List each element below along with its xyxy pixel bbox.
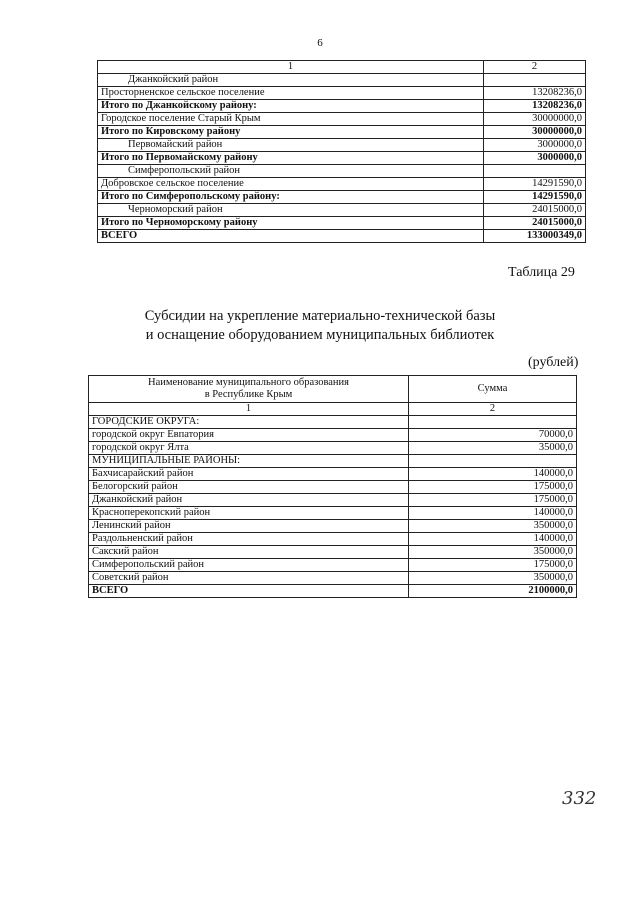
row-value: 13208236,0 [484,87,586,100]
row-value [484,74,586,87]
row-value: 30000000,0 [484,126,586,139]
table-row [89,572,577,585]
main-table-header-col2: Сумма [409,376,577,403]
row-name: Бахчисарайский район [89,468,409,481]
table-row [89,416,577,429]
main-table-header-row [89,376,577,403]
table-row [89,533,577,546]
row-value: 175000,0 [409,494,577,507]
table-row [89,520,577,533]
header-col1-line2: в Республике Крым [204,389,293,400]
row-value: 133000349,0 [484,230,586,243]
handwritten-page-mark: 332 [562,788,597,809]
table-row [98,178,586,191]
table-row [98,152,586,165]
row-value: 140000,0 [409,507,577,520]
table-row [98,139,586,152]
row-name: Итого по Черноморскому району [98,217,484,230]
table-row [89,585,577,598]
table-row [89,468,577,481]
main-table [88,375,577,598]
table-row [98,217,586,230]
top-table [97,60,586,243]
row-name: Красноперекопский район [89,507,409,520]
row-value: 350000,0 [409,546,577,559]
table-row [98,165,586,178]
row-name: Городское поселение Старый Крым [98,113,484,126]
table-row [98,204,586,217]
row-name: Симферопольский район [89,559,409,572]
row-value [409,416,577,429]
table-label: Таблица 29 [508,265,575,280]
row-value: 30000000,0 [484,113,586,126]
row-value: 24015000,0 [484,204,586,217]
row-value: 14291590,0 [484,191,586,204]
row-name: ГОРОДСКИЕ ОКРУГА: [89,416,409,429]
title-line-2: и оснащение оборудованием муниципальных библиотек [145,327,495,343]
row-value: 13208236,0 [484,100,586,113]
main-table-body [89,416,577,598]
row-value: 3000000,0 [484,152,586,165]
table-row [89,455,577,468]
table-row [98,126,586,139]
units-label: (рублей) [528,355,579,370]
row-name: городской округ Ялта [89,442,409,455]
table-row [98,74,586,87]
row-name: ВСЕГО [89,585,409,598]
row-name: МУНИЦИПАЛЬНЫЕ РАЙОНЫ: [89,455,409,468]
row-name: Сакский район [89,546,409,559]
table-row [98,100,586,113]
page-number: 6 [317,37,323,49]
row-value: 35000,0 [409,442,577,455]
row-value: 140000,0 [409,468,577,481]
top-table-index-col1: 1 [98,61,484,74]
row-value: 24015000,0 [484,217,586,230]
row-name: Итого по Симферопольскому району: [98,191,484,204]
row-value [409,455,577,468]
row-name: Симферопольский район [98,165,484,178]
table-row [98,113,586,126]
table-row [89,494,577,507]
main-table-index-col2: 2 [409,403,577,416]
row-name: Первомайский район [98,139,484,152]
row-value: 3000000,0 [484,139,586,152]
main-table-index-col1: 1 [89,403,409,416]
row-name: Ленинский район [89,520,409,533]
row-name: Раздольненский район [89,533,409,546]
table-row [89,481,577,494]
table-row [89,429,577,442]
main-table-header-col1 [89,376,409,403]
row-name: Советский район [89,572,409,585]
table-row [89,559,577,572]
row-value: 175000,0 [409,559,577,572]
section-title [0,307,640,345]
top-table-index-col2: 2 [484,61,586,74]
main-table-index-row [89,403,577,416]
row-value: 14291590,0 [484,178,586,191]
table-row [89,546,577,559]
row-value: 350000,0 [409,572,577,585]
row-name: Итого по Первомайскому району [98,152,484,165]
header-col1-line1: Наименование муниципального образования [148,377,349,388]
top-table-index-row [98,61,586,74]
row-name: городской округ Евпатория [89,429,409,442]
table-row [98,230,586,243]
row-value: 175000,0 [409,481,577,494]
table-row [98,191,586,204]
row-name: ВСЕГО [98,230,484,243]
row-name: Джанкойский район [89,494,409,507]
row-name: Джанкойский район [98,74,484,87]
row-value: 350000,0 [409,520,577,533]
row-name: Итого по Джанкойскому району: [98,100,484,113]
table-row [98,87,586,100]
row-name: Белогорский район [89,481,409,494]
title-line-1: Субсидии на укрепление материально-технической базы [144,308,496,324]
row-value: 140000,0 [409,533,577,546]
row-name: Черноморский район [98,204,484,217]
table-row [89,507,577,520]
row-value: 2100000,0 [409,585,577,598]
table-row [89,442,577,455]
row-name: Добровское сельское поселение [98,178,484,191]
row-value [484,165,586,178]
top-table-body [98,74,586,243]
row-value: 70000,0 [409,429,577,442]
row-name: Просторненское сельское поселение [98,87,484,100]
row-name: Итого по Кировскому району [98,126,484,139]
